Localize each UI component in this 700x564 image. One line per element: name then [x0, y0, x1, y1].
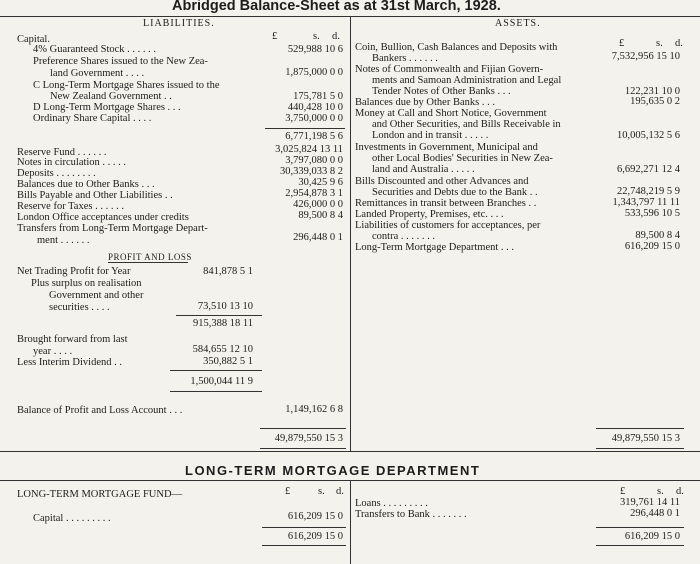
c-shares-amount: 175,781 5 0: [293, 91, 343, 102]
net-profit-amount: 841,878 5 1: [203, 266, 253, 277]
balance-pl-amount: 1,149,162 6 8: [285, 404, 343, 415]
pl-subtotal-rule-2: [170, 370, 262, 371]
asset-coin-label-2: Bankers . . . . . .: [372, 53, 438, 64]
ltm-capital-label: Capital . . . . . . . . .: [33, 513, 111, 524]
ordinary-shares-amount: 3,750,000 0 0: [285, 113, 343, 124]
balances-due-label: Balances due to Other Banks . . .: [17, 179, 155, 190]
notes-circulation-amount: 3,797,080 0 0: [285, 155, 343, 166]
asset-balances-label: Balances due by Other Banks . . .: [355, 97, 495, 108]
ordinary-shares-label: Ordinary Share Capital . . . .: [33, 113, 152, 124]
capital-label: Capital.: [17, 34, 50, 45]
ltm-left-pounds-header: £: [285, 486, 291, 497]
asset-remittances-label: Remittances in transit between Branches . .: [355, 198, 537, 209]
london-acceptances-label: London Office acceptances under credits: [17, 212, 189, 223]
asset-customers-amount: 89,500 8 4: [635, 230, 680, 241]
surplus-label-3: securities . . . .: [49, 302, 110, 313]
pl-subtotal-rule-3: [170, 391, 262, 392]
asset-notes-label-1: Notes of Commonwealth and Fijian Govern-: [355, 64, 544, 75]
asset-remittances-amount: 1,343,797 11 11: [612, 197, 680, 208]
asset-balances-amount: 195,635 0 2: [630, 96, 680, 107]
asset-investments-label-2: other Local Bodies' Securities in New Zea-: [372, 153, 553, 164]
liabilities-total: 49,879,550 15 3: [274, 433, 343, 444]
brought-forward-label-1: Brought forward from last: [17, 334, 128, 345]
deposits-amount: 30,339,033 8 2: [280, 166, 343, 177]
asset-investments-label-3: land and Australia . . . . .: [372, 164, 475, 175]
assets-total-rule-bottom: [596, 448, 684, 449]
surplus-amount: 73,510 13 10: [197, 301, 253, 312]
ltm-capital-amount: 616,209 15 0: [287, 511, 343, 522]
c-shares-label: C Long-Term Mortgage Shares issued to the: [33, 80, 220, 91]
asset-ltm-label: Long-Term Mortgage Department . . .: [355, 242, 515, 253]
asset-investments-amount: 6,692,271 12 4: [617, 164, 680, 175]
c-shares-label-cont: New Zealand Government . .: [50, 91, 172, 102]
center-divider: [350, 16, 351, 451]
ltm-left-total-rule-top: [262, 527, 346, 528]
assets-heading: ASSETS.: [495, 18, 541, 29]
guaranteed-stock-label: 4% Guaranteed Stock . . . . . .: [33, 44, 157, 55]
bills-payable-amount: 2,954,878 3 1: [285, 188, 343, 199]
asset-coin-label-1: Coin, Bullion, Cash Balances and Deposits with: [355, 42, 558, 53]
asset-money-label-2: and Other Securities, and Bills Receivable in: [372, 119, 561, 130]
assets-total: 49,879,550 15 3: [611, 433, 680, 444]
transfers-ltm-amount: 296,448 0 1: [293, 232, 343, 243]
ltm-right-shillings-header: s.: [657, 486, 664, 497]
pl-subtotal-1: 915,388 18 11: [193, 318, 253, 329]
asset-coin-amount: 7,532,956 15 10: [611, 51, 680, 62]
net-profit-label: Net Trading Profit for Year: [17, 266, 131, 277]
liabilities-pounds-header: £: [272, 31, 278, 42]
guaranteed-stock-amount: 529,988 10 6: [287, 44, 343, 55]
assets-total-rule-top: [596, 428, 684, 429]
asset-customers-label-2: contra . . . . . . .: [372, 231, 435, 242]
london-acceptances-amount: 89,500 8 4: [298, 210, 343, 221]
reserve-taxes-label: Reserve for Taxes . . . . . .: [17, 201, 124, 212]
ltm-center-divider: [350, 480, 351, 564]
ltm-right-total-rule-top: [596, 527, 684, 528]
interim-dividend-amount: 350,882 5 1: [203, 356, 253, 367]
surplus-label-2: Government and other: [49, 290, 144, 301]
ltm-loans-label: Loans . . . . . . . . .: [355, 498, 428, 509]
ltm-transfers-label: Transfers to Bank . . . . . . .: [355, 509, 467, 520]
preference-shares-label: Preference Shares issued to the New Zea-: [33, 56, 208, 67]
ltm-left-pence-header: d.: [336, 486, 344, 497]
interim-dividend-label: Less Interim Dividend . .: [17, 357, 122, 368]
brought-forward-label-2: year . . . .: [33, 346, 73, 357]
asset-notes-amount: 122,231 10 0: [624, 86, 680, 97]
liabilities-total-rule-top: [260, 428, 346, 429]
preference-shares-label-cont: land Government . . . .: [50, 68, 145, 79]
ltm-transfers-amount: 296,448 0 1: [630, 508, 680, 519]
notes-circulation-label: Notes in circulation . . . . .: [17, 157, 127, 168]
asset-money-label-3: London and in transit . . . . .: [372, 130, 489, 141]
asset-bills-label-2: Securities and Debts due to the Bank . .: [372, 187, 538, 198]
asset-property-amount: 533,596 10 5: [624, 208, 680, 219]
liabilities-shillings-header: s.: [313, 31, 320, 42]
profit-loss-heading: PROFIT AND LOSS: [108, 252, 192, 262]
balances-due-amount: 30,425 9 6: [298, 177, 343, 188]
ltm-right-total: 616,209 15 0: [624, 531, 680, 542]
surplus-label-1: Plus surplus on realisation: [31, 278, 142, 289]
assets-pence-header: d.: [675, 38, 683, 49]
reserve-fund-label: Reserve Fund . . . . . .: [17, 147, 107, 158]
asset-notes-label-3: Tender Notes of Other Banks . . .: [372, 86, 511, 97]
asset-bills-label-1: Bills Discounted and other Advances and: [355, 176, 529, 187]
asset-investments-label-1: Investments in Government, Municipal and: [355, 142, 538, 153]
deposits-label: Deposits . . . . . . . .: [17, 168, 96, 179]
pl-subtotal-2: 1,500,044 11 9: [190, 376, 253, 387]
bills-payable-label: Bills Payable and Other Liabilities . .: [17, 190, 173, 201]
preference-shares-amount: 1,875,000 0 0: [285, 67, 343, 78]
reserve-fund-amount: 3,025,824 13 11: [275, 144, 343, 155]
ltm-right-pence-header: d.: [676, 486, 684, 497]
asset-bills-amount: 22,748,219 5 9: [617, 186, 680, 197]
asset-money-amount: 10,005,132 5 6: [617, 130, 680, 141]
ltm-left-shillings-header: s.: [318, 486, 325, 497]
liabilities-heading: LIABILITIES.: [143, 18, 215, 29]
asset-customers-label-1: Liabilities of customers for acceptances, per: [355, 220, 541, 231]
section-rule: [0, 451, 700, 452]
liabilities-pence-header: d.: [332, 31, 340, 42]
capital-total: 6,771,198 5 6: [285, 131, 343, 142]
asset-notes-label-2: ments and Samoan Administration and Legal: [372, 75, 562, 86]
page-title: Abridged Balance-Sheet as at 31st March, 1928.: [172, 0, 501, 14]
ltm-left-total-rule-bottom: [262, 545, 346, 546]
balance-pl-label: Balance of Profit and Loss Account . . .: [17, 405, 183, 416]
ltm-heading: LONG-TERM MORTGAGE DEPARTMENT: [185, 463, 481, 478]
asset-money-label-1: Money at Call and Short Notice, Government: [355, 108, 547, 119]
asset-ltm-amount: 616,209 15 0: [624, 241, 680, 252]
transfers-ltm-label: Transfers from Long-Term Mortgage Depart-: [17, 223, 208, 234]
assets-shillings-header: s.: [656, 38, 663, 49]
d-shares-label: D Long-Term Mortgage Shares . . .: [33, 102, 181, 113]
asset-property-label: Landed Property, Premises, etc. . . .: [355, 209, 504, 220]
d-shares-amount: 440,428 10 0: [287, 102, 343, 113]
ltm-loans-amount: 319,761 14 11: [620, 497, 680, 508]
brought-forward-amount: 584,655 12 10: [192, 344, 253, 355]
reserve-taxes-amount: 426,000 0 0: [293, 199, 343, 210]
ltm-fund-label: LONG-TERM MORTGAGE FUND—: [17, 489, 183, 500]
assets-pounds-header: £: [619, 38, 625, 49]
capital-subtotal-rule: [265, 128, 345, 129]
pl-subtotal-rule-1: [176, 315, 262, 316]
ltm-left-total: 616,209 15 0: [287, 531, 343, 542]
profit-loss-heading-underline: [108, 262, 188, 263]
liabilities-total-rule-bottom: [260, 448, 346, 449]
ltm-right-pounds-header: £: [620, 486, 626, 497]
ltm-right-total-rule-bottom: [596, 545, 684, 546]
transfers-ltm-label-cont: ment . . . . . .: [37, 235, 90, 246]
